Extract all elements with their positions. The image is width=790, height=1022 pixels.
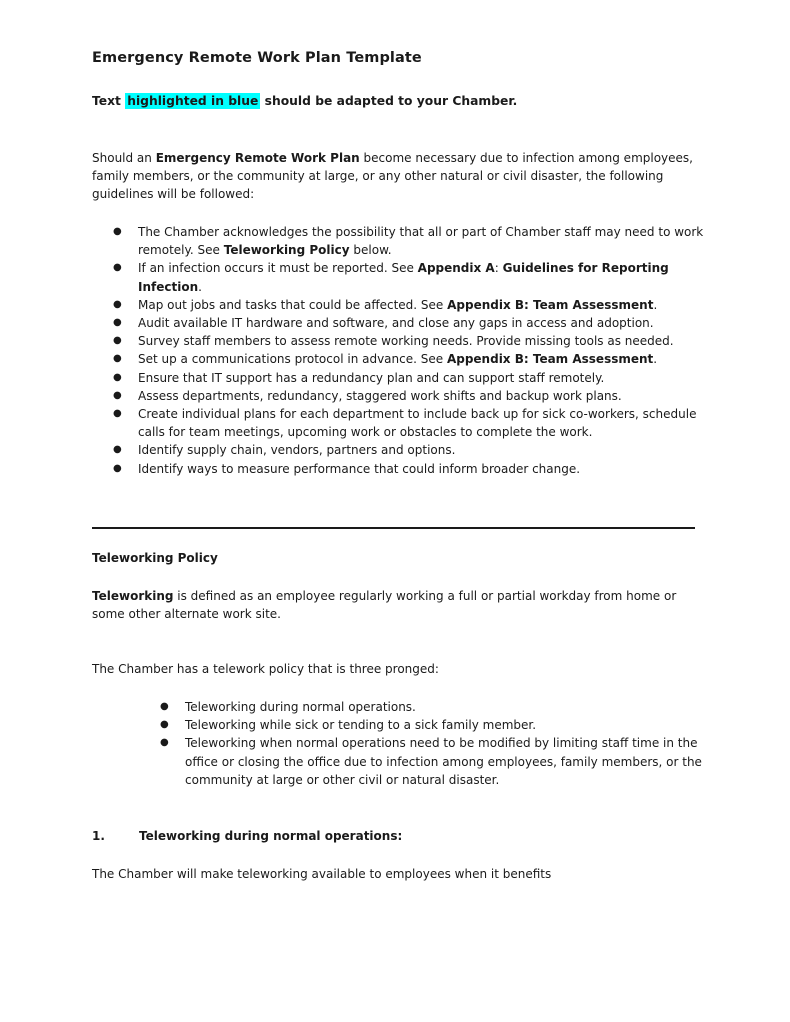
section-1-heading bbox=[92, 827, 402, 845]
teleworking-definition bbox=[92, 587, 692, 623]
list-item: ● If an infection occurs it must be reported. See Appendix A: Guidelines for Reporting Infection. bbox=[110, 259, 710, 295]
guidelines-list bbox=[110, 223, 710, 478]
three-pronged-text: The Chamber has a telework policy that is three pronged: bbox=[92, 662, 439, 676]
list-item: ● Teleworking when normal operations need to be modified by limiting staff time in the office or closing the office due to infection among employees, family members, or the community at large or other civil or natural disaster. bbox=[157, 734, 702, 789]
list-item: ● Teleworking while sick or tending to a sick family member. bbox=[157, 716, 702, 734]
intro-text-2: become necessary due to infection among employees, family members, or the community at large, or any other natural or civil disaster, the following guidelines will be followed: bbox=[92, 151, 693, 202]
policy-heading: Teleworking Policy bbox=[92, 551, 218, 565]
list-item: ● The Chamber acknowledges the possibility that all or part of Chamber staff may need to work remotely. See Teleworking Policy below. bbox=[110, 223, 710, 259]
list-item: ● Audit available IT hardware and software, and close any gaps in access and adoption. bbox=[110, 314, 710, 332]
prongs-list bbox=[157, 698, 702, 789]
highlighted-text: highlighted in blue bbox=[127, 94, 259, 108]
intro-text-1: Should an bbox=[92, 151, 156, 165]
list-item: ● Teleworking during normal operations. bbox=[157, 698, 702, 716]
list-item: ● Survey staff members to assess remote working needs. Provide missing tools as needed. bbox=[110, 332, 710, 350]
list-item: ● Map out jobs and tasks that could be affected. See Appendix B: Team Assessment. bbox=[110, 296, 710, 314]
definition-term: Teleworking bbox=[92, 589, 174, 603]
adaptation-note bbox=[92, 92, 517, 110]
list-item: ● Identify ways to measure performance that could inform broader change. bbox=[110, 460, 710, 478]
definition-text: is defined as an employee regularly working a full or partial workday from home or some other alternate work site. bbox=[92, 589, 677, 622]
section-1-text: The Chamber will make teleworking available to employees when it benefits bbox=[92, 867, 552, 881]
section-number: 1. bbox=[92, 829, 105, 843]
intro-paragraph bbox=[92, 149, 702, 204]
note-prefix: Text bbox=[92, 94, 126, 108]
list-item: ● Create individual plans for each department to include back up for sick co-workers, schedule calls for team meetings, upcoming work or obstacles to complete the work. bbox=[110, 405, 710, 441]
section-title: Teleworking during normal operations: bbox=[139, 829, 403, 843]
list-item: ● Set up a communications protocol in advance. See Appendix B: Team Assessment. bbox=[110, 350, 710, 368]
list-item: ● Ensure that IT support has a redundancy plan and can support staff remotely. bbox=[110, 369, 710, 387]
intro-bold: Emergency Remote Work Plan bbox=[155, 151, 360, 165]
list-item: ● Identify supply chain, vendors, partners and options. bbox=[110, 441, 710, 459]
note-suffix: should be adapted to your Chamber. bbox=[260, 94, 518, 108]
document-title: Emergency Remote Work Plan Template bbox=[92, 50, 422, 66]
list-item: ● Assess departments, redundancy, staggered work shifts and backup work plans. bbox=[110, 387, 710, 405]
section-divider bbox=[92, 527, 695, 529]
